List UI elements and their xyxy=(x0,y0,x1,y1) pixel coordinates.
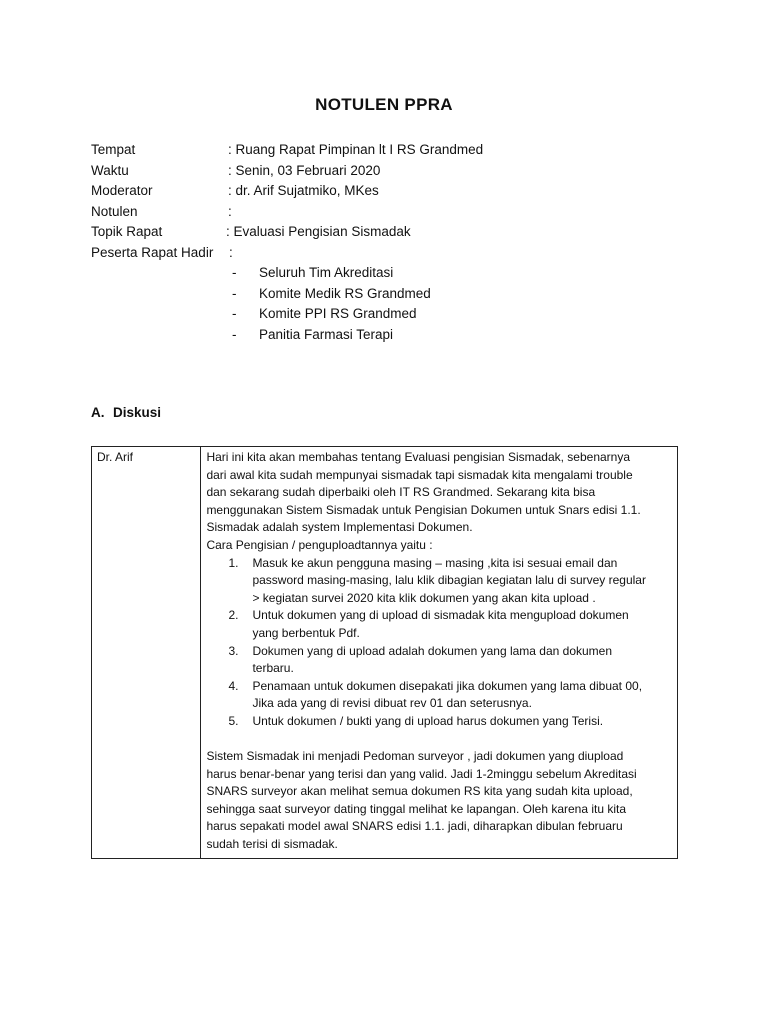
attendee-name: Komite Medik RS Grandmed xyxy=(259,285,431,301)
list-item xyxy=(206,607,672,642)
text-line: terbaru. xyxy=(252,661,294,676)
step-number: 1. xyxy=(228,555,239,570)
text-line: Sismadak adalah system Implementasi Dokumen. xyxy=(206,520,473,535)
meta-label-topik: Topik Rapat xyxy=(91,224,163,240)
text-line: dari awal kita sudah mempunyai sismadak tapi sismadak kita mengalami trouble xyxy=(206,467,633,482)
text-line: SNARS surveyor akan melihat semua dokumen RS kita yang sudah kita upload, xyxy=(206,784,633,799)
list-dash: - xyxy=(232,265,237,280)
list-dash: - xyxy=(232,285,237,301)
paragraph-spacer xyxy=(206,731,672,749)
meta-label-moderator: Moderator xyxy=(91,183,153,199)
steps-list xyxy=(206,555,672,731)
list-item xyxy=(206,555,672,608)
list-dash: - xyxy=(232,326,237,342)
text-line: menggunakan Sistem Sismadak untuk Pengisian Dokumen untuk Snars edisi 1.1. xyxy=(206,502,641,517)
step-number: 5. xyxy=(228,713,239,728)
text-line: sudah terisi di sismadak. xyxy=(206,837,338,852)
meta-value-peserta: : xyxy=(229,244,233,260)
meta-label-waktu: Waktu xyxy=(91,162,129,178)
attendee-name: Komite PPI RS Grandmed xyxy=(259,306,417,322)
text-line: Jika ada yang di revisi dibuat rev 01 dan seterusnya. xyxy=(252,696,532,711)
meta-label-notulen: Notulen xyxy=(91,203,138,219)
meta-value-moderator: : dr. Arif Sujatmiko, MKes xyxy=(228,183,379,199)
speaker-cell: Dr. Arif xyxy=(92,447,201,859)
text-line: password masing-masing, lalu klik dibagian kegiatan lalu di survey regular xyxy=(252,573,646,588)
section-title: Diskusi xyxy=(113,405,162,420)
closing-paragraph xyxy=(206,748,672,854)
step-number: 3. xyxy=(228,643,239,658)
meta-label-tempat: Tempat xyxy=(91,142,136,157)
text-line: harus sepakati model awal SNARS edisi 1.1. jadi, diharapkan dibulan februaru xyxy=(206,819,623,834)
meta-row-moderator xyxy=(91,181,711,202)
discussion-content xyxy=(201,447,678,859)
section-heading xyxy=(91,405,161,420)
text-line: Untuk dokumen / bukti yang di upload harus dokumen yang Terisi. xyxy=(252,713,604,728)
list-item xyxy=(206,713,672,731)
text-line: Cara Pengisian / penguploadtannya yaitu : xyxy=(206,537,433,552)
document-title: NOTULEN PPRA xyxy=(315,95,453,114)
text-line: > kegiatan survei 2020 kita klik dokumen yang akan kita upload . xyxy=(252,590,596,605)
discussion-table xyxy=(91,446,678,859)
text-line: Sistem Sismadak ini menjadi Pedoman surveyor , jadi dokumen yang diupload xyxy=(206,749,624,764)
text-line: Dokumen yang di upload adalah dokumen yang lama dan dokumen xyxy=(252,643,613,658)
intro-paragraph xyxy=(206,449,672,555)
attendee-name: Panitia Farmasi Terapi xyxy=(259,326,394,342)
text-line: yang berbentuk Pdf. xyxy=(252,625,360,640)
table-row xyxy=(92,447,678,859)
meta-row-waktu xyxy=(91,161,711,182)
meta-value-tempat: : Ruang Rapat Pimpinan lt I RS Grandmed xyxy=(228,142,484,157)
section-number: A. xyxy=(91,405,105,420)
meeting-details xyxy=(91,140,711,264)
meta-row-topik xyxy=(91,222,711,243)
list-item xyxy=(206,678,672,713)
attendee-name: Seluruh Tim Akreditasi xyxy=(259,265,394,280)
meta-label-peserta: Peserta Rapat Hadir xyxy=(91,244,214,260)
meta-value-waktu: : Senin, 03 Februari 2020 xyxy=(228,162,381,178)
list-dash: - xyxy=(232,306,237,322)
text-line: sehingga saat surveyor dating tinggal melihat ke lapangan. Oleh karena itu kita xyxy=(206,801,627,816)
meta-value-notulen: : xyxy=(228,203,232,219)
meta-row-notulen xyxy=(91,202,711,223)
text-line: Hari ini kita akan membahas tentang Evaluasi pengisian Sismadak, sebenarnya xyxy=(206,450,631,464)
list-item xyxy=(206,643,672,678)
meta-value-topik: : Evaluasi Pengisian Sismadak xyxy=(226,224,411,240)
step-number: 2. xyxy=(228,608,239,623)
meta-row-tempat xyxy=(91,140,711,161)
meta-row-peserta xyxy=(91,243,711,264)
text-line: Penamaan untuk dokumen disepakati jika dokumen yang lama dibuat 00, xyxy=(252,678,643,693)
text-line: Untuk dokumen yang di upload di sismadak kita mengupload dokumen xyxy=(252,608,629,623)
step-number: 4. xyxy=(228,678,239,693)
text-line: Masuk ke akun pengguna masing – masing ,kita isi sesuai email dan xyxy=(252,555,618,570)
text-line: harus benar-benar yang terisi dan yang valid. Jadi 1-2minggu sebelum Akreditasi xyxy=(206,766,637,781)
text-line: dan sekarang sudah diperbaiki oleh IT RS Grandmed. Sekarang kita bisa xyxy=(206,485,596,500)
